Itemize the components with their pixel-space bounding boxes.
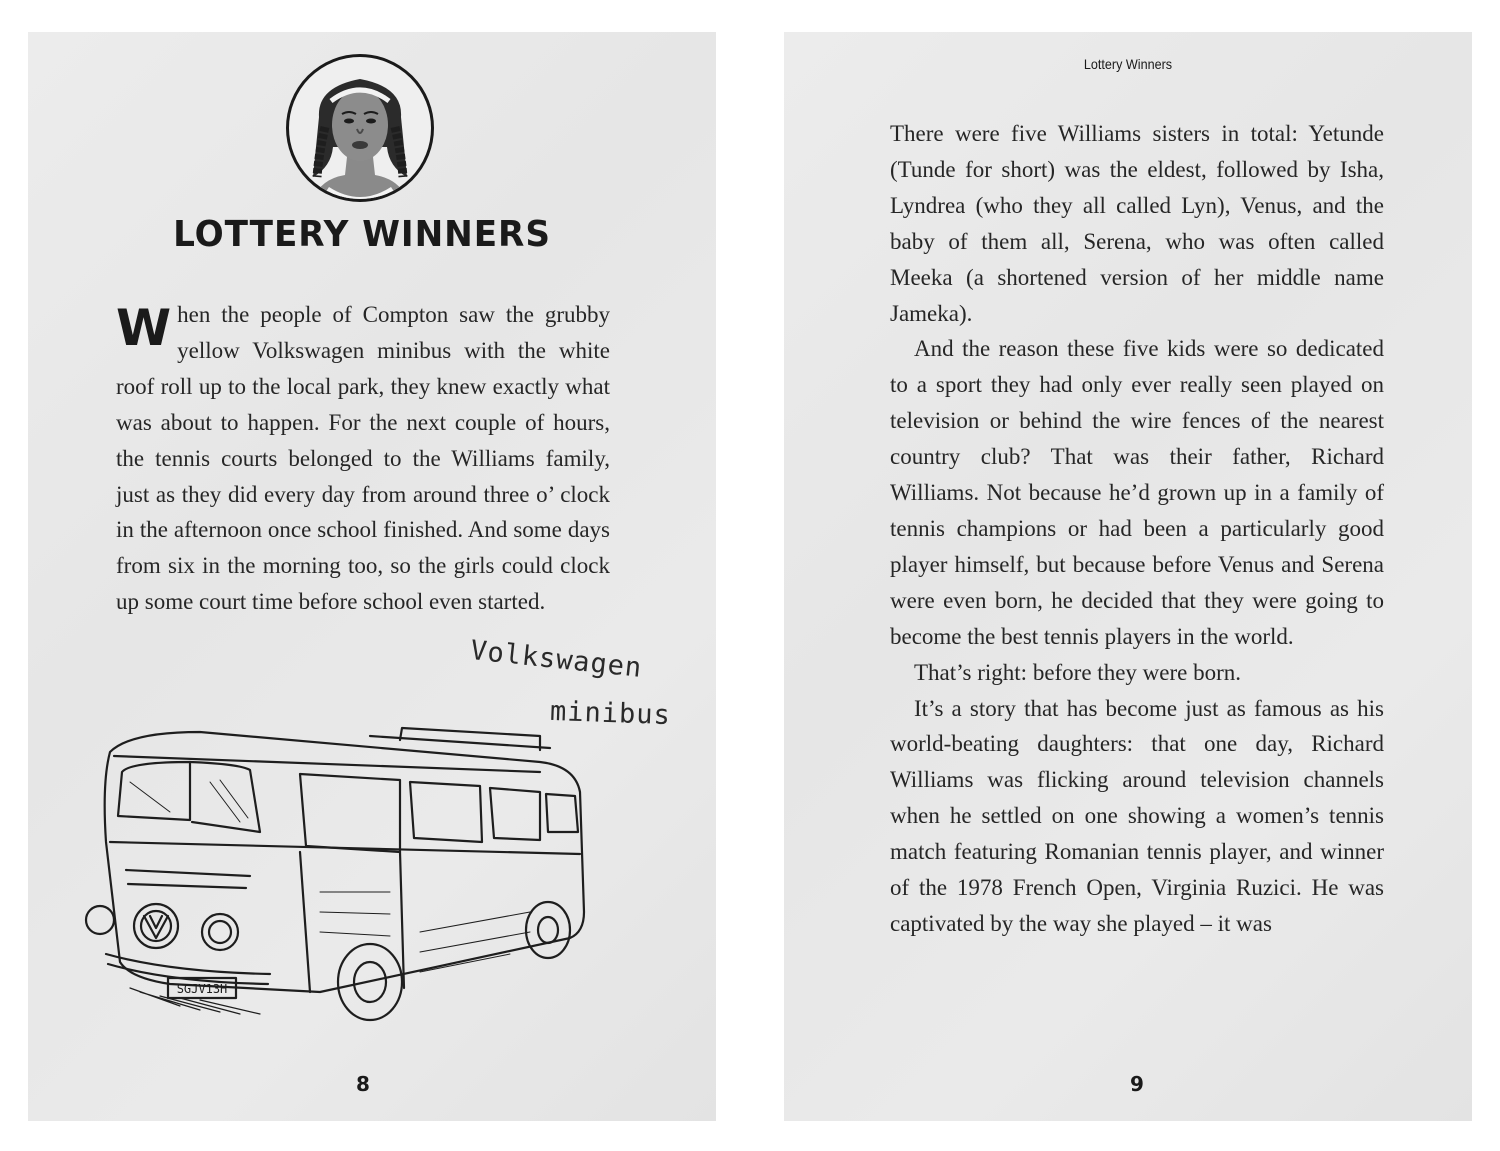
page-number-right: 9: [1130, 1072, 1144, 1096]
chapter-title: LOTTERY WINNERS: [173, 214, 551, 255]
license-plate-text: SGJV13H: [176, 982, 228, 996]
drop-cap: W: [116, 299, 172, 357]
portrait-icon: [289, 57, 431, 199]
paragraph-3: That’s right: before they were born.: [914, 659, 1241, 685]
right-page-text: [890, 116, 1384, 942]
left-page: [28, 32, 716, 1121]
page-number-left: 8: [356, 1072, 370, 1096]
portrait-illustration: [286, 54, 434, 202]
paragraph-4: It’s a story that has become just as famous as his world-beating daughters: that one day, Richard Williams was flicking around television channels when he settled on one showing a women’s tennis match featuring Romanian tennis player, and winner of the 1978 French Open, Virginia Ruzici. He was captivated by the way she played – it was: [890, 695, 1384, 936]
chapter-opening-text: [116, 297, 610, 620]
running-head: Lottery Winners: [1083, 56, 1173, 72]
opening-paragraph: [116, 297, 610, 620]
illustration-label-minibus: minibus: [549, 695, 672, 732]
paragraph-2: And the reason these five kids were so dedicated to a sport they had only ever really seen played on television or behind the wire fences of the nearest country club? That was their father, Richard Williams. Not because he’d grown up in a family of tennis champions or had been a particularly good player himself, but because before Venus and Serena were even born, he decided that they were going to become the best tennis players in the world.: [890, 336, 1384, 649]
paragraph-1: There were five Williams sisters in total: Yetunde (Tunde for short) was the eldest, followed by Isha, Lyndrea (who they all called Lyn), Venus, and the baby of them all, Serena, who was often called Meeka (a shortened version of her middle name Jameka).: [890, 121, 1384, 326]
illustration-label-volkswagen: Volkswagen: [468, 635, 644, 684]
opening-paragraph-text: hen the people of Compton saw the grubby yellow Volkswagen minibus with the white roof roll up to the local park, they knew exactly what was about to happen. For the next couple of hours, the tennis courts belonged to the Williams family, just as they did every day from around three o’ clock in the afternoon once school finished. And some days from six in the morning too, so the girls could clock up some court time before school even started.: [116, 302, 610, 615]
right-page: [784, 32, 1472, 1121]
volkswagen-minibus-illustration: [70, 692, 630, 1052]
